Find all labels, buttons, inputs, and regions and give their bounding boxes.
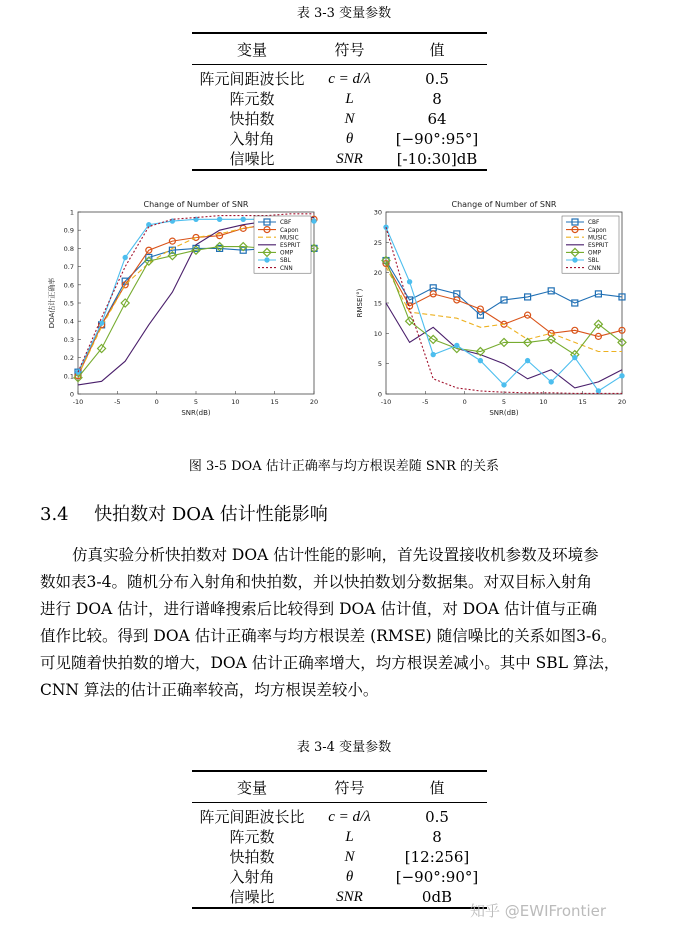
accuracy-chart bbox=[30, 196, 330, 426]
table-row bbox=[192, 887, 487, 908]
paragraph-line: 数如表3-4。随机分布入射角和快拍数，并以快拍数划分数据集。对双目标入射角 bbox=[40, 573, 592, 591]
table1-header-symbol: 符号 bbox=[334, 42, 365, 59]
legend-label: OMP bbox=[280, 250, 294, 257]
legend-label: SBL bbox=[280, 258, 291, 265]
table-row bbox=[192, 803, 487, 828]
table1-caption: 表 3-3 变量参数 bbox=[296, 6, 392, 21]
data-point bbox=[147, 223, 151, 227]
paragraph-line: CNN 算法的估计正确率较高，均方根误差较小。 bbox=[40, 681, 379, 699]
x-tick-label: -10 bbox=[380, 398, 392, 406]
table-row bbox=[192, 847, 487, 867]
section-number: 3.4 bbox=[40, 504, 69, 525]
legend-label: OMP bbox=[588, 250, 602, 257]
x-tick-label: 15 bbox=[578, 398, 587, 406]
data-point bbox=[312, 219, 316, 223]
table-cell: 0.5 bbox=[425, 70, 449, 88]
table-cell: 快拍数 bbox=[229, 848, 275, 866]
table2-header-symbol: 符号 bbox=[334, 780, 365, 797]
table-cell: N bbox=[344, 849, 355, 865]
y-tick-label: 0.1 bbox=[63, 372, 74, 381]
table2-caption: 表 3-4 变量参数 bbox=[296, 740, 392, 755]
legend-marker bbox=[573, 258, 577, 262]
legend-label: ESPRIT bbox=[280, 243, 301, 249]
table-row bbox=[192, 65, 487, 90]
y-tick-label: 30 bbox=[373, 208, 382, 217]
table-cell: 0.5 bbox=[425, 808, 449, 826]
table-cell: 阵元数 bbox=[229, 90, 275, 108]
x-tick-label: 0 bbox=[462, 398, 467, 406]
x-tick-label: 10 bbox=[539, 398, 548, 406]
table-row bbox=[192, 827, 487, 847]
table-cell: θ bbox=[345, 131, 354, 147]
table-row bbox=[192, 149, 487, 170]
x-axis-label: SNR(dB) bbox=[181, 409, 211, 417]
table-cell: θ bbox=[345, 869, 354, 885]
paragraph-line: 仿真实验分析快拍数对 DOA 估计性能的影响，首先设置接收机参数及环境参 bbox=[72, 546, 599, 564]
table-cell: 阵元数 bbox=[229, 828, 275, 846]
table-row bbox=[192, 867, 487, 887]
data-point bbox=[525, 358, 529, 362]
table-row bbox=[192, 129, 487, 149]
section-heading bbox=[40, 500, 328, 526]
table-cell: 8 bbox=[432, 828, 442, 846]
legend-label: Capon bbox=[280, 227, 299, 234]
legend-label: ESPRIT bbox=[588, 243, 609, 249]
table-cell: 信噪比 bbox=[229, 150, 275, 168]
legend-label: SBL bbox=[588, 258, 599, 265]
paragraph-line: 可见随着快拍数的增大，DOA 估计正确率增大，均方根误差减小。其中 SBL 算法， bbox=[40, 654, 620, 672]
x-tick-label: 0 bbox=[154, 398, 159, 406]
table-cell: 64 bbox=[427, 110, 447, 128]
data-point bbox=[99, 321, 103, 325]
data-point bbox=[478, 358, 482, 362]
legend-label: MUSIC bbox=[588, 235, 607, 242]
y-tick-label: 25 bbox=[373, 238, 382, 247]
y-axis-label: DOA估计正确率 bbox=[48, 277, 56, 329]
table-cell: 快拍数 bbox=[229, 110, 275, 128]
y-tick-label: 0.8 bbox=[63, 244, 74, 253]
table1-header-value: 值 bbox=[429, 40, 445, 59]
data-point bbox=[549, 380, 553, 384]
table-cell: 入射角 bbox=[229, 130, 275, 148]
table2-header-value: 值 bbox=[429, 778, 445, 797]
data-point bbox=[217, 217, 221, 221]
legend bbox=[254, 216, 311, 273]
y-tick-label: 0.3 bbox=[63, 335, 74, 344]
y-tick-label: 20 bbox=[373, 269, 382, 278]
y-tick-label: 0.4 bbox=[63, 317, 74, 326]
legend-marker bbox=[265, 258, 269, 262]
paragraph-line: 进行 DOA 估计，进行谱峰搜索后比较得到 DOA 估计值，对 DOA 估计值与正确 bbox=[40, 600, 598, 618]
table-cell: 阵元间距波长比 bbox=[199, 70, 305, 88]
legend bbox=[562, 216, 619, 273]
table1-header-variable: 变量 bbox=[236, 40, 267, 59]
x-tick-label: 15 bbox=[270, 398, 279, 406]
data-point bbox=[620, 374, 624, 378]
y-axis-label: RMSE(°) bbox=[356, 288, 364, 318]
table2-header-variable: 变量 bbox=[236, 778, 267, 797]
chart-title: Change of Number of SNR bbox=[451, 200, 557, 209]
data-point bbox=[123, 255, 127, 259]
table2-header-row bbox=[192, 771, 487, 803]
table-cell: 0dB bbox=[421, 888, 453, 906]
data-point bbox=[455, 343, 459, 347]
x-tick-label: -5 bbox=[114, 398, 121, 406]
data-point bbox=[407, 280, 411, 284]
y-tick-label: 0.9 bbox=[63, 226, 74, 235]
paragraph-line: 值作比较。得到 DOA 估计正确率与均方根误差 (RMSE) 随信噪比的关系如图3-6。 bbox=[40, 627, 617, 645]
x-tick-label: 20 bbox=[309, 398, 319, 406]
table-row bbox=[192, 89, 487, 109]
data-point bbox=[573, 355, 577, 359]
table-cell: N bbox=[344, 111, 355, 127]
table-cell: 8 bbox=[432, 90, 442, 108]
y-tick-label: 10 bbox=[373, 329, 382, 338]
data-point bbox=[596, 389, 600, 393]
table-cell: L bbox=[345, 91, 354, 107]
legend-label: Capon bbox=[588, 227, 607, 234]
x-tick-label: 5 bbox=[193, 398, 199, 406]
y-tick-label: 1 bbox=[69, 208, 74, 217]
rmse-chart bbox=[338, 196, 638, 426]
y-tick-label: 0.2 bbox=[63, 354, 74, 363]
x-tick-label: -5 bbox=[422, 398, 429, 406]
y-tick-label: 0 bbox=[377, 390, 382, 399]
y-tick-label: 5 bbox=[377, 360, 382, 369]
table-cell: [−90°:90°] bbox=[395, 868, 479, 886]
legend-label: CNN bbox=[280, 265, 293, 272]
x-tick-label: 20 bbox=[617, 398, 627, 406]
data-point bbox=[241, 217, 245, 221]
y-tick-label: 0 bbox=[69, 390, 74, 399]
watermark: 知乎 @EWIFrontier bbox=[470, 902, 607, 920]
chart-title: Change of Number of SNR bbox=[143, 200, 249, 209]
table-row bbox=[192, 109, 487, 129]
x-tick-label: 5 bbox=[501, 398, 507, 406]
x-tick-label: 10 bbox=[231, 398, 240, 406]
x-axis-label: SNR(dB) bbox=[489, 409, 519, 417]
legend-label: CBF bbox=[280, 220, 292, 227]
x-tick-label: -10 bbox=[72, 398, 84, 406]
data-point bbox=[502, 383, 506, 387]
y-tick-label: 0.7 bbox=[63, 263, 74, 272]
y-tick-label: 0.5 bbox=[63, 299, 74, 308]
table2 bbox=[192, 770, 487, 909]
table-cell: SNR bbox=[336, 151, 363, 167]
y-tick-label: 0.6 bbox=[63, 281, 74, 290]
table1 bbox=[192, 32, 487, 171]
figure-caption: 图 3-5 DOA 估计正确率与均方根误差随 SNR 的关系 bbox=[188, 459, 500, 474]
section-title: 快拍数对 DOA 估计性能影响 bbox=[94, 504, 328, 525]
table-cell: c = d/λ bbox=[328, 71, 371, 87]
legend-label: CBF bbox=[588, 220, 600, 227]
table-cell: c = d/λ bbox=[328, 809, 371, 825]
table-cell: L bbox=[345, 829, 354, 845]
table-cell: [12:256] bbox=[404, 848, 470, 866]
table1-header-row bbox=[192, 33, 487, 65]
y-tick-label: 15 bbox=[373, 299, 382, 308]
legend-label: CNN bbox=[588, 265, 601, 272]
table-cell: 信噪比 bbox=[229, 888, 275, 906]
data-point bbox=[431, 352, 435, 356]
table-cell: [−90°:95°] bbox=[395, 130, 479, 148]
body-paragraph bbox=[40, 542, 650, 704]
table-cell: [-10:30]dB bbox=[396, 150, 478, 168]
legend-label: MUSIC bbox=[280, 235, 299, 242]
table-cell: 入射角 bbox=[229, 868, 275, 886]
table-cell: 阵元间距波长比 bbox=[199, 808, 305, 826]
table-cell: SNR bbox=[336, 889, 363, 905]
